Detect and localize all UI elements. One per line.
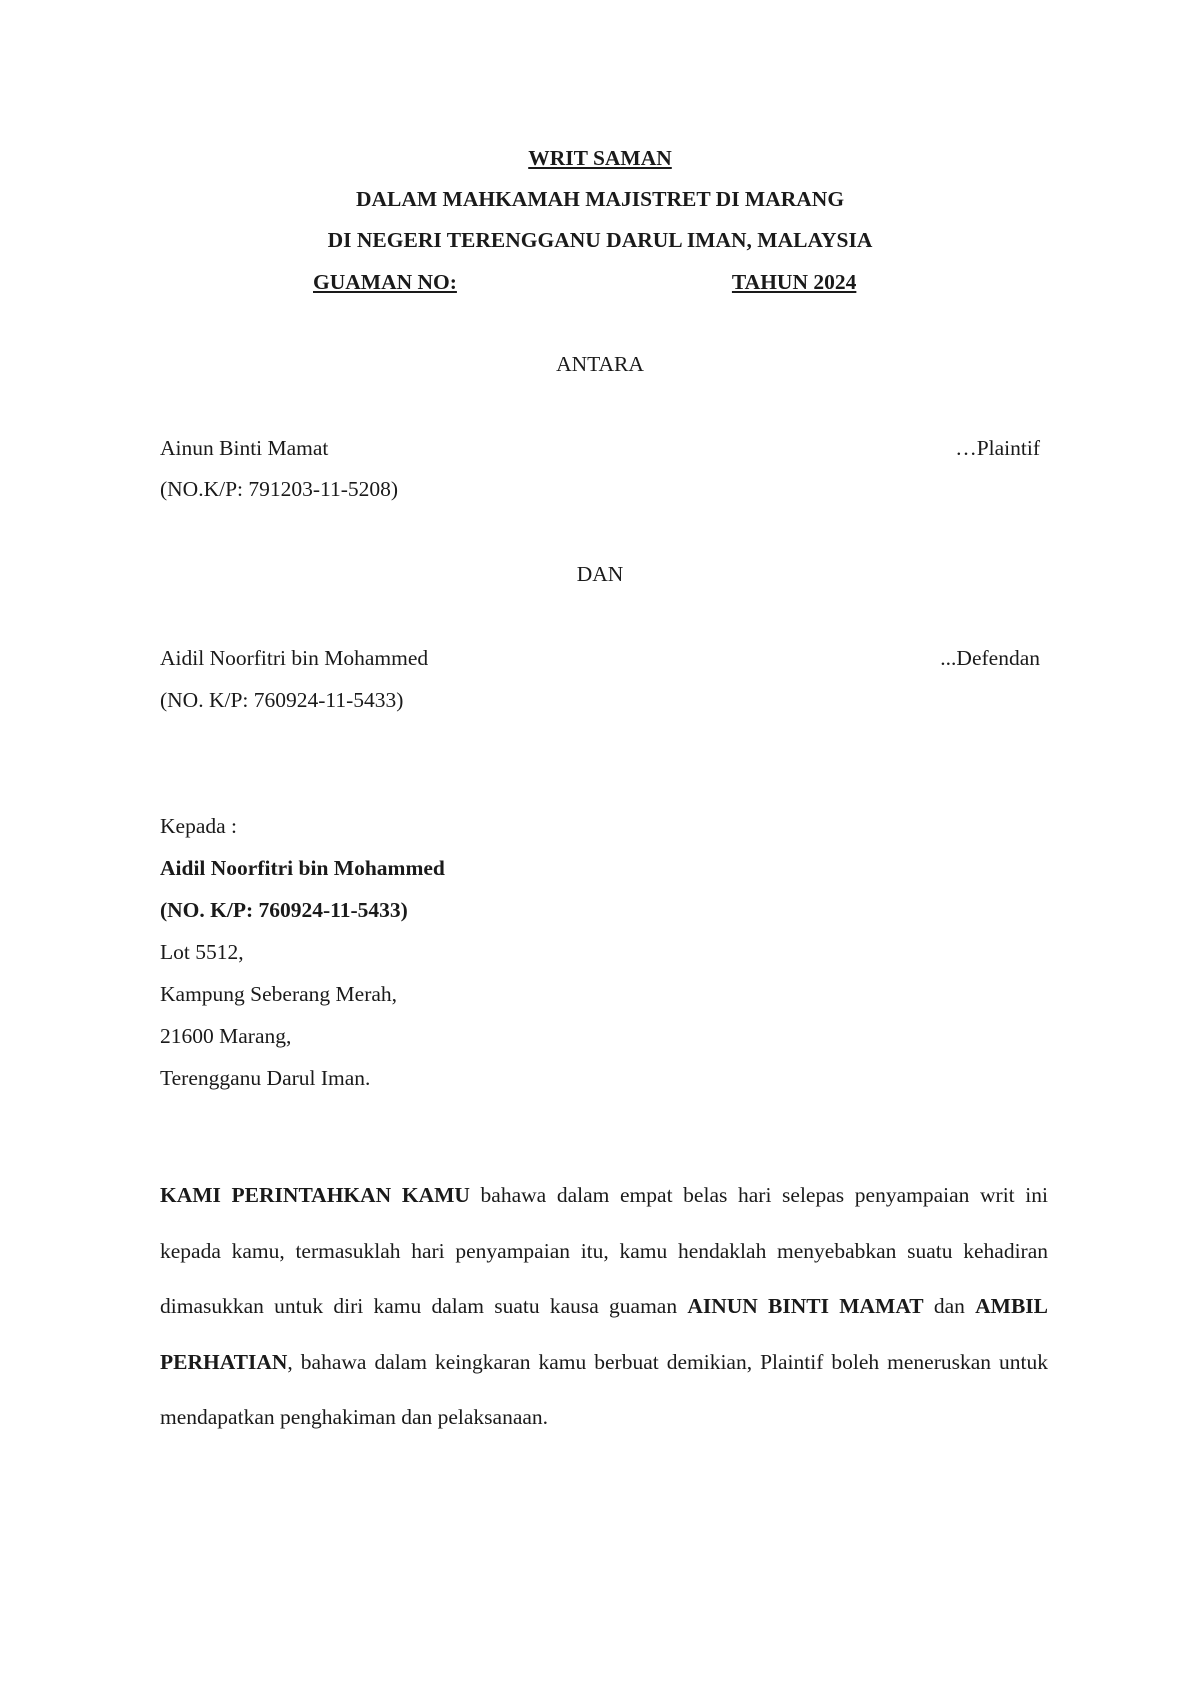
between-label: ANTARA bbox=[556, 352, 644, 376]
plaintiff-name: Ainun Binti Mamat bbox=[160, 436, 329, 460]
body-text-2: dan bbox=[923, 1294, 976, 1318]
body-text-3: , bahawa dalam keingkaran kamu berbuat demikian, Plaintif boleh meneruskan untuk mendapatkan penghakiman dan pelaksanaan. bbox=[160, 1349, 1048, 1429]
document-title: WRIT SAMAN bbox=[528, 146, 672, 170]
address-line: Lot 5512, bbox=[160, 940, 244, 964]
address-line: Kampung Seberang Merah, bbox=[160, 982, 398, 1006]
defendant-ic: (NO. K/P: 760924-11-5433) bbox=[160, 688, 404, 712]
notice-phrase: AMBIL PERHATIAN bbox=[160, 1294, 1049, 1374]
plaintiff-caps: AINUN BINTI MAMAT bbox=[687, 1294, 924, 1318]
recipient-label: Kepada : bbox=[160, 814, 238, 838]
plaintiff-role: …Plaintif bbox=[955, 436, 1040, 460]
plaintiff-ic: (NO.K/P: 791203-11-5208) bbox=[160, 477, 399, 501]
body-text-1: bahawa dalam empat belas hari selepas penyampaian writ ini kepada kamu, termasuklah hari penyampaian itu, kamu hendaklah menyebabkan suatu kehadiran dimasukkan untuk diri kamu dalam suatu kausa guaman bbox=[160, 1183, 1048, 1318]
state-name: DI NEGERI TERENGGANU DARUL IMAN, MALAYSIA bbox=[327, 228, 873, 252]
address-line: Terengganu Darul Iman. bbox=[160, 1066, 371, 1090]
defendant-role: ...Defendan bbox=[940, 646, 1040, 670]
command-phrase: KAMI PERINTAHKAN KAMU bbox=[160, 1183, 470, 1207]
recipient-ic: (NO. K/P: 760924-11-5433) bbox=[160, 898, 408, 922]
summons-paragraph bbox=[160, 1168, 1048, 1446]
court-name: DALAM MAHKAMAH MAJISTRET DI MARANG bbox=[355, 187, 845, 211]
defendant-name: Aidil Noorfitri bin Mohammed bbox=[160, 646, 429, 670]
case-year: TAHUN 2024 bbox=[731, 270, 857, 294]
case-no-label: GUAMAN NO: bbox=[313, 270, 457, 294]
recipient-name: Aidil Noorfitri bin Mohammed bbox=[160, 856, 445, 880]
address-line: 21600 Marang, bbox=[160, 1024, 292, 1048]
case-number-line bbox=[313, 270, 893, 295]
and-label: DAN bbox=[576, 562, 624, 586]
